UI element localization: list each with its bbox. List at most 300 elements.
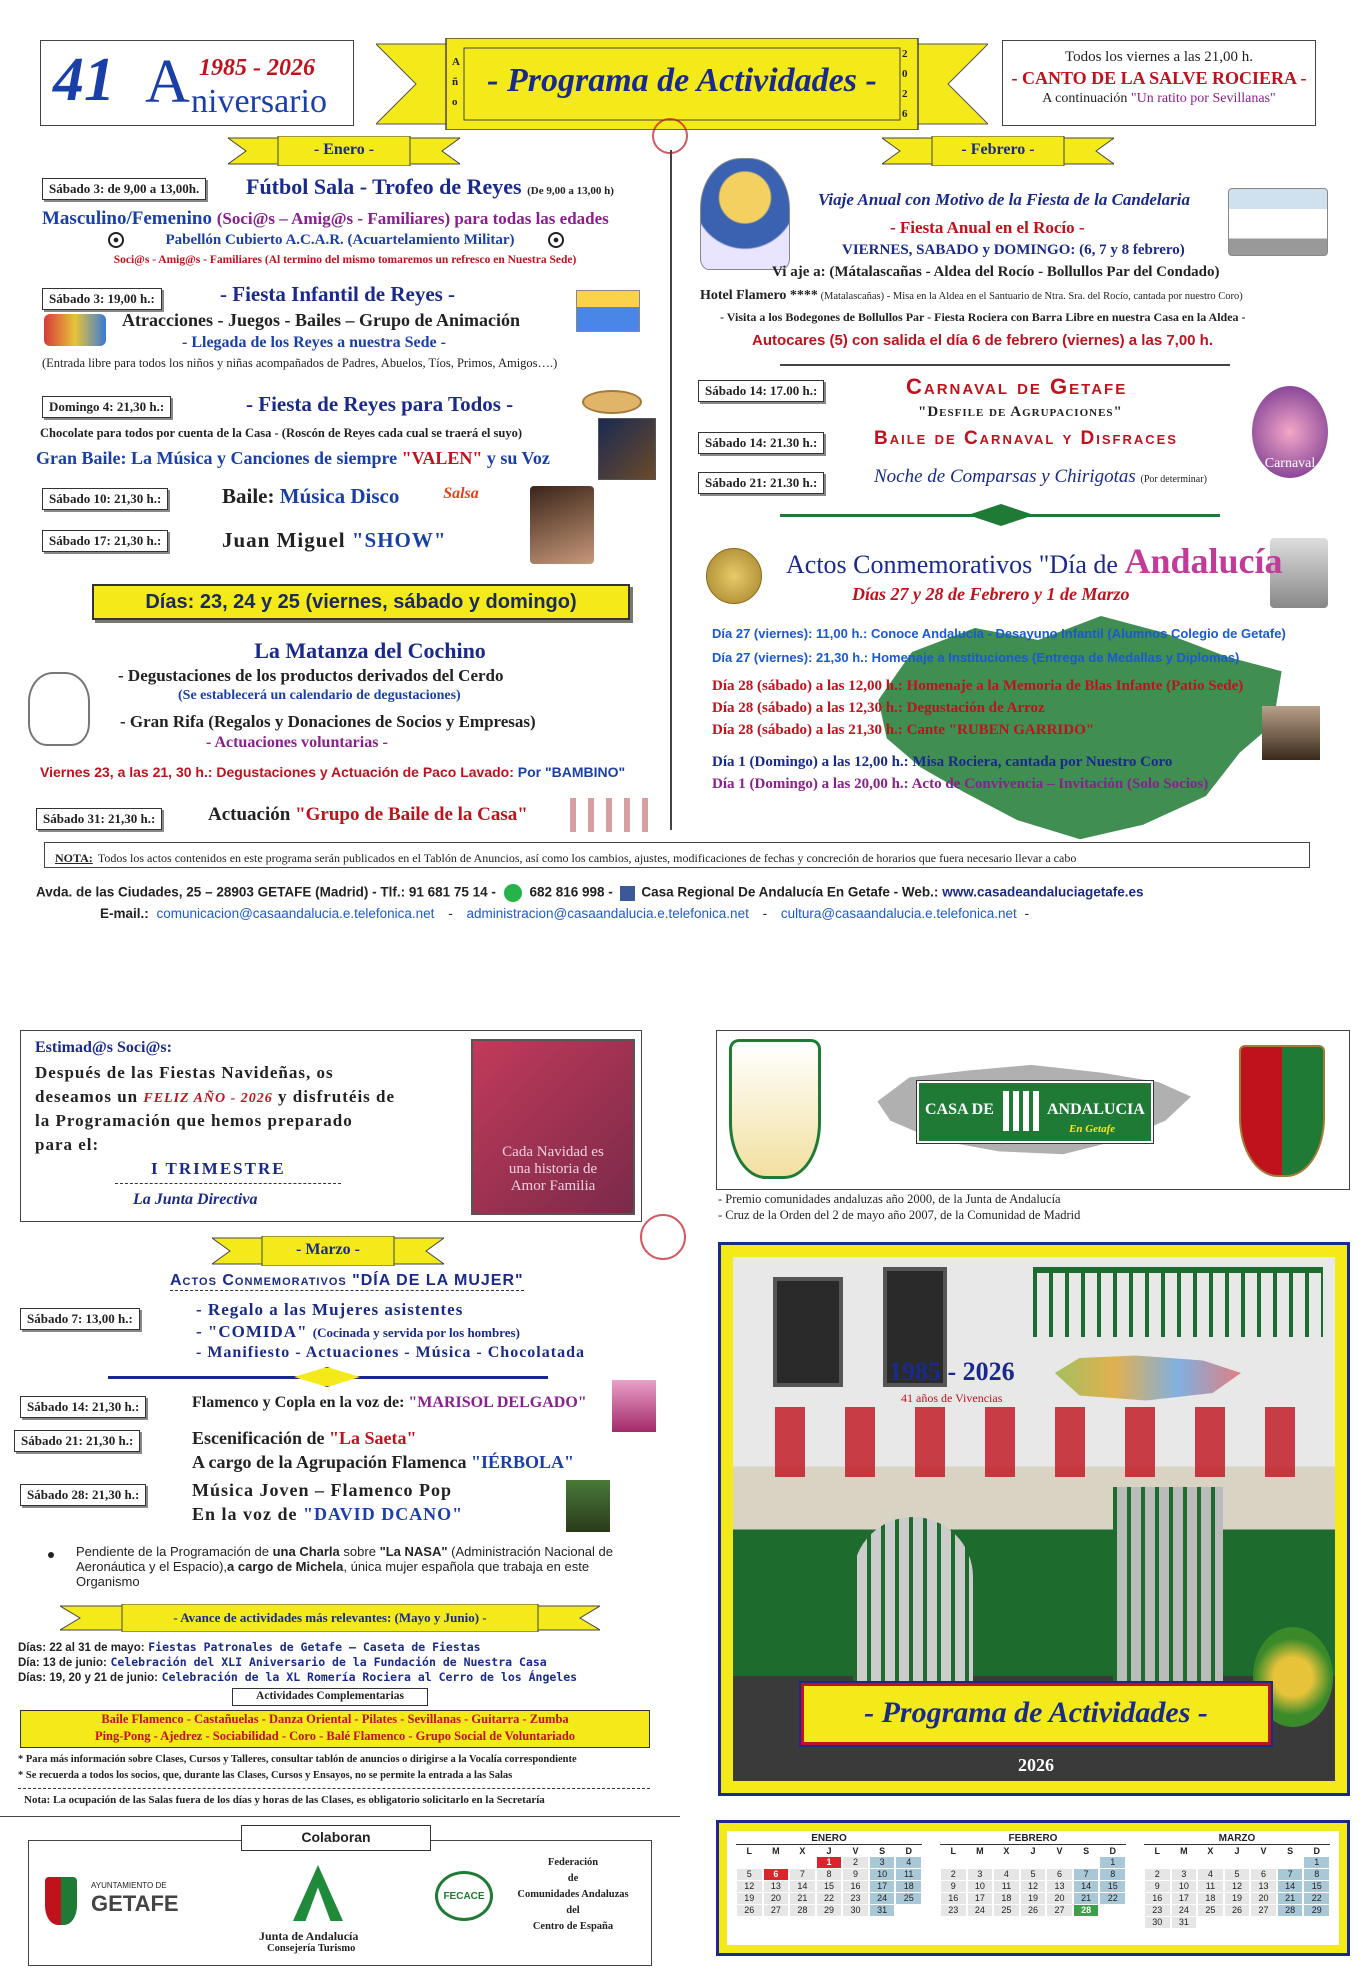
futbol-line2: [42, 208, 609, 230]
fed-l3: Comunidades Andaluzas: [517, 1889, 629, 1900]
actos-a: Actos Conmemorativos "Día de: [786, 550, 1118, 579]
charla-d: "La NASA": [379, 1544, 448, 1559]
infantil-line4: (Entrada libre para todos los niños y niñas acompañados de Padres, Abuelos, Tíos, Primos, Amigos….): [42, 356, 558, 370]
febrero-label: - Febrero -: [961, 141, 1035, 158]
trimestre: I TRIMESTRE: [151, 1159, 286, 1178]
calendar-day: 16: [843, 1881, 868, 1892]
avance-3: [18, 1670, 577, 1684]
calendar-day: 27: [764, 1905, 789, 1916]
calendar-day: 19: [1225, 1893, 1250, 1904]
calendar-empty-cell: [1144, 1857, 1171, 1868]
calendar-day: 25: [896, 1893, 921, 1904]
contact-sep: -: [608, 884, 613, 900]
calendar-day: 2: [1145, 1869, 1170, 1880]
castle-icon: [576, 290, 640, 332]
viaje-line5-a: Hotel Flamero ****: [700, 288, 818, 303]
viaje-line5-b: (Matalascañas) - Misa en la Aldea en el Santuario de Ntra. Sra. del Rocío, cantada por nuestro Coro): [820, 291, 1243, 302]
charla-e: (Administración Nacional de Aeronáutica y el Espacio),: [76, 1544, 613, 1574]
calendar-empty-cell: [1277, 1857, 1304, 1868]
program-title-ribbon: [376, 38, 988, 130]
calendar-day: 11: [896, 1869, 921, 1880]
futbol-line2-b: (Soci@s – Amig@s - Familiares) para todas las edades: [216, 209, 609, 228]
stamp-icon: [652, 118, 688, 154]
carn1-date: Sábado 14: 17.00 h.:: [698, 380, 824, 402]
christmas-card: [471, 1039, 635, 1215]
contact-whatsapp: 682 816 998: [529, 884, 605, 900]
anniversary-box: [40, 40, 354, 126]
avance-1: [18, 1640, 481, 1654]
avance-3-a: Días: 19, 20 y 21 de junio:: [18, 1672, 158, 1684]
infantil-line2: Atracciones - Juegos - Bailes – Grupo de Animación: [122, 310, 520, 330]
junta-andalucia-logo-icon: [293, 1865, 343, 1921]
diamond-divider-center: [968, 504, 1034, 526]
casa-logo-line3: En Getafe: [1069, 1123, 1116, 1135]
email-sep-2: -: [762, 906, 768, 921]
carn3-line: [874, 466, 1207, 488]
matanza-line4: - Gran Rifa (Regalos y Donaciones de Socios y Empresas): [120, 712, 536, 731]
calendar-weekday: D: [1313, 1846, 1320, 1856]
email-sep-3: -: [1024, 906, 1029, 921]
greeting-box: [20, 1030, 642, 1222]
enero-ribbon: [228, 136, 460, 166]
calendar-day: 19: [1021, 1893, 1046, 1904]
calendar-day: 14: [1278, 1881, 1303, 1892]
fed-l1: Federación: [547, 1857, 599, 1868]
pop-line2: [192, 1504, 463, 1525]
email-link-3[interactable]: cultura@casaandalucia.e.telefonica.net: [780, 906, 1017, 921]
photo-years: 1985 - 2026: [889, 1357, 1015, 1386]
marzo-actos-title: Actos Conmemorativos "DÍA DE LA MUJER": [170, 1272, 524, 1289]
roscon-icon: [582, 390, 642, 414]
calendar-day: 14: [790, 1881, 815, 1892]
facebook-icon: [620, 886, 635, 901]
nota2-line: [24, 1794, 545, 1806]
futbol-line2-a: Masculino/Femenino: [42, 208, 212, 229]
info-1: * Para más información sobre Clases, Cursos y Talleres, consultar tablón de anuncios o dirigirse a la Vocalía correspondiente: [18, 1754, 577, 1765]
baile-line: [208, 804, 528, 826]
calendar-day: 13: [1047, 1881, 1072, 1892]
baile-b: "Grupo de Baile de la Casa": [295, 804, 528, 825]
calendar-weekday: X: [1003, 1846, 1010, 1856]
photo-year: 2026: [1018, 1755, 1054, 1775]
carn2-title: Baile de Carnaval y Disfraces: [874, 428, 1178, 449]
calendar-month-name: MARZO: [1144, 1833, 1330, 1845]
calendar-frame: [716, 1820, 1350, 1956]
viaje-title: Viaje Anual con Motivo de la Fiesta de la Candelaria: [818, 190, 1190, 209]
greeting-title: Estimad@s Soci@s:: [35, 1039, 172, 1056]
calendar-weekday: S: [1287, 1846, 1294, 1856]
flam-line: [192, 1394, 587, 1412]
salve-line3: [1003, 91, 1315, 107]
calendar-day: 29: [817, 1905, 842, 1916]
disco-b: Música Disco: [279, 484, 400, 508]
futbol-title-small: (De 9,00 a 13,00 h): [527, 185, 614, 197]
contact-facebook: Casa Regional De Andalucía En Getafe: [641, 884, 890, 900]
viaje-line7: Autocares (5) con salida el día 6 de febrero (viernes) a las 7,00 h.: [752, 332, 1214, 349]
ayto-big: GETAFE: [91, 1891, 179, 1916]
junta-l2: Consejería Turismo: [267, 1943, 356, 1954]
calendar-weekday: L: [1154, 1846, 1161, 1856]
calendar-day: 22: [1100, 1893, 1125, 1904]
salve-line3-prefix: A continuación: [1042, 91, 1128, 106]
matanza-line6-b: Paco Lavado:: [422, 764, 514, 780]
carn3-date: Sábado 21: 21.30 h.:: [698, 472, 824, 494]
nota-box: [44, 842, 1310, 868]
calendar-day: 31: [870, 1905, 895, 1916]
casa-logo-line1: CASA DE: [925, 1101, 994, 1118]
charla-a: Pendiente de la Programación de: [76, 1544, 269, 1559]
calendar-weekday: D: [905, 1846, 912, 1856]
david-dcano-photo: [566, 1480, 610, 1532]
calendar-day: 12: [1225, 1881, 1250, 1892]
actos-dates: Días 27 y 28 de Febrero y 1 de Marzo: [852, 584, 1130, 604]
coin-icon: [706, 548, 762, 604]
calendar-weekday: V: [1056, 1846, 1063, 1856]
contact-email-label: E-mail.:: [100, 906, 149, 921]
actos-b: Andalucía: [1124, 541, 1283, 581]
ribbon-left-vertical: Año: [452, 56, 460, 108]
singer-valen-photo: [598, 418, 656, 480]
complementarias-title: Actividades Complementarias: [232, 1688, 428, 1706]
calendar-day: 20: [1047, 1893, 1072, 1904]
calendar-day: 11: [1198, 1881, 1223, 1892]
calendar-weekday: M: [976, 1846, 984, 1856]
getafe-shield-icon: [1239, 1045, 1325, 1177]
calendar-day: 15: [817, 1881, 842, 1892]
calendar-day: 17: [870, 1881, 895, 1892]
federacion: [503, 1855, 643, 1935]
calendar-day: 2: [941, 1869, 966, 1880]
photo-banner-text: - Programa de Actividades -: [864, 1696, 1208, 1729]
carn1-sub: "Desfile de Agrupaciones": [918, 404, 1123, 420]
calendar-empty-cell: [763, 1857, 790, 1868]
show-b: "SHOW": [351, 528, 447, 552]
complementarias-l2: Ping-Pong - Ajedrez - Sociabilidad - Coro - Balé Flamenco - Grupo Social de Voluntariado: [94, 1729, 576, 1743]
stamp-icon-2: [640, 1214, 686, 1260]
virgin-rocio-icon: [700, 158, 790, 270]
colaboran-title: Colaboran: [241, 1825, 431, 1851]
bus-icon: [1228, 188, 1328, 256]
program-title: - Programa de Actividades -: [487, 62, 877, 99]
infantil-line3: - Llegada de los Reyes a nuestra Sede -: [182, 334, 446, 351]
kings-icon: [44, 314, 106, 346]
calendar-day: 25: [1198, 1905, 1223, 1916]
calendar-day: 30: [843, 1905, 868, 1916]
dia-4: Día 28 (sábado) a las 12,30 h.: Degustación de Arroz: [712, 700, 1045, 716]
calendar-day: 24: [968, 1905, 993, 1916]
calendar-day: 13: [764, 1881, 789, 1892]
calendar-month-name: FEBRERO: [940, 1833, 1126, 1845]
saeta-l2-b: "IÉRBOLA": [470, 1452, 574, 1472]
salve-line2: - CANTO DE LA SALVE ROCIERA -: [1011, 68, 1307, 88]
calendar-weekday: M: [1180, 1846, 1188, 1856]
mujer-l3: - Manifiesto - Actuaciones - Música - Chocolatada: [196, 1344, 585, 1361]
dia-2: Día 27 (viernes): 21,30 h.: Homenaje a Instituciones (Entrega de Medallas y Diplomas): [712, 650, 1240, 665]
viaje-line3: VIERNES, SABADO y DOMINGO: (6, 7 y 8 febrero): [842, 242, 1185, 258]
info-2: * Se recuerda a todos los socios, que, durante las Clases, Cursos y Ensayos, no se permite la entrada a las Salas: [18, 1770, 513, 1781]
photo-banner: [801, 1683, 1271, 1745]
matanza-line6-c: Por: [517, 764, 542, 780]
map-relief: [1051, 1353, 1241, 1403]
carn3-title: Noche de Comparsas y Chirigotas: [874, 466, 1136, 487]
nota-text: Todos los actos contenidos en este programa serán publicados en el Tablón de Anuncios, así como los cambios, ajustes, modificaciones de fechas y concreción de horarios que fuera necesario llevar a cabo: [97, 851, 1077, 865]
futbol-title: [246, 174, 614, 200]
calendar-day: 5: [1021, 1869, 1046, 1880]
greeting-l3: la Programación que hemos preparado: [35, 1111, 353, 1130]
futbol-line3: Pabellón Cubierto A.C.A.R. (Acuartelamiento Militar): [165, 232, 515, 248]
carn3-small: (Por determinar): [1140, 474, 1207, 485]
calendar-day: 23: [1145, 1905, 1170, 1916]
carn1-title: Carnaval de Getafe: [906, 374, 1128, 399]
christmas-card-text: Cada Navidad es una historia de Amor Familia: [502, 1144, 604, 1194]
calendar-day: 5: [1225, 1869, 1250, 1880]
saeta-b: "La Saeta": [329, 1428, 417, 1448]
ruben-garrido-photo: [1262, 706, 1320, 760]
reyes-date: Domingo 4: 21,30 h.:: [42, 396, 171, 418]
febrero-divider: [780, 364, 1230, 366]
calendar-day: 22: [817, 1893, 842, 1904]
contact-line1: [36, 884, 1144, 902]
calendar-day: 5: [737, 1869, 762, 1880]
calendar-weekday: V: [1260, 1846, 1267, 1856]
futbol-title-main: Fútbol Sala - Trofeo de Reyes: [246, 174, 522, 199]
gate-right: [1113, 1487, 1223, 1687]
logos-box: [716, 1030, 1350, 1190]
premio-1: - Premio comunidades andaluzas año 2000, de la Junta de Andalucía: [718, 1192, 1061, 1206]
avance-1-a: Días: 22 al 31 de mayo:: [18, 1642, 145, 1654]
mujer-l2-a: - "COMIDA": [196, 1322, 308, 1341]
reyes-line3: [36, 448, 550, 469]
saeta-l2-a: A cargo de la Agrupación Flamenca: [192, 1452, 467, 1472]
calendar-empty-cell: [1073, 1857, 1100, 1868]
calendar-grid: [736, 1846, 922, 1916]
calendar-day: 18: [994, 1893, 1019, 1904]
pop-l2-a: En la voz de: [192, 1504, 298, 1524]
avance-label: - Avance de actividades más relevantes: (Mayo y Junio) -: [173, 1610, 487, 1625]
colaboran-box: [28, 1829, 652, 1966]
dias-banner-text: Días: 23, 24 y 25 (viernes, sábado y domingo): [145, 591, 577, 613]
calendar-month-name: ENERO: [736, 1833, 922, 1845]
calendar-weekday: L: [950, 1846, 957, 1856]
calendar-weekday: J: [826, 1846, 832, 1856]
greeting-l4: para el:: [35, 1135, 100, 1154]
calendar-day: 4: [1198, 1869, 1223, 1880]
matanza-title: La Matanza del Cochino: [254, 638, 486, 663]
calendar-empty-cell: [993, 1857, 1020, 1868]
calendar-day: 21: [790, 1893, 815, 1904]
calendar-weekday: M: [772, 1846, 780, 1856]
calendar-weekday: S: [1083, 1846, 1090, 1856]
marzo-label: - Marzo -: [296, 1241, 360, 1258]
anniversary-initial: A: [145, 48, 190, 116]
carnaval-icon: [1252, 386, 1328, 478]
email-sep-1: -: [448, 906, 453, 921]
calendar-day: 9: [1145, 1881, 1170, 1892]
calendar-day: 21: [1074, 1893, 1099, 1904]
calendar-empty-cell: [1197, 1857, 1224, 1868]
calendar-inner: [727, 1831, 1339, 1945]
anniversary-years: 1985 - 2026: [199, 55, 315, 81]
calendar-day: 14: [1074, 1881, 1099, 1892]
calendar-day: 31: [1172, 1917, 1197, 1928]
calendar-day: 7: [790, 1869, 815, 1880]
calendar-day: 4: [896, 1857, 921, 1868]
marzo-divider-center: [294, 1367, 360, 1387]
anniversary-word: niversario: [191, 83, 327, 120]
calendar-day: 3: [968, 1869, 993, 1880]
calendar-day: 24: [870, 1893, 895, 1904]
saeta-date: Sábado 21: 21,30 h.:: [14, 1430, 140, 1452]
fed-l4: del: [566, 1905, 580, 1916]
avance-1-b: Fiestas Patronales de Getafe – Caseta de Fiestas: [148, 1640, 481, 1654]
calendar-day: 3: [1172, 1869, 1197, 1880]
charla-g: , única mujer española que trabaja en este Organismo: [76, 1559, 590, 1589]
marisol-photo: [612, 1380, 656, 1432]
futbol-line4: Soci@s - Amig@s - Familiares (Al termino del mismo tomaremos un refresco en Nuestra Sede): [113, 254, 577, 266]
calendar-day: 6: [1251, 1869, 1276, 1880]
show-a: Juan Miguel: [222, 528, 346, 552]
getafe-ayto-shield-icon: [45, 1877, 77, 1925]
calendar-month-enero: [736, 1831, 922, 1945]
calendar-weekday: J: [1030, 1846, 1036, 1856]
reyes-line2: Chocolate para todos por cuenta de la Casa - (Roscón de Reyes cada cual se traerá el suyo): [40, 426, 523, 440]
calendar-empty-cell: [1171, 1857, 1198, 1868]
calendar-day: 15: [1100, 1881, 1125, 1892]
calendar-day: 8: [817, 1869, 842, 1880]
email-link-2[interactable]: administracion@casaandalucia.e.telefonica.net: [466, 906, 749, 921]
calendar-day: 10: [1172, 1881, 1197, 1892]
calendar-day: 27: [1251, 1905, 1276, 1916]
baile-date: Sábado 31: 21,30 h.:: [36, 808, 162, 830]
premio-2: - Cruz de la Orden del 2 de mayo año 2007, de la Comunidad de Madrid: [718, 1208, 1081, 1222]
calendar-empty-cell: [1250, 1857, 1277, 1868]
calendar-day: 18: [896, 1881, 921, 1892]
calendar-month-marzo: [1144, 1831, 1330, 1945]
charla-f: a cargo de Michela: [227, 1559, 344, 1574]
calendar-day: 13: [1251, 1881, 1276, 1892]
email-link-1[interactable]: comunicacion@casaandalucia.e.telefonica.net: [156, 906, 435, 921]
salve-box: [1002, 40, 1316, 126]
complementarias-box: [20, 1710, 650, 1748]
viaje-line2: - Fiesta Anual en el Rocío -: [890, 218, 1085, 237]
matanza-line2: - Degustaciones de los productos derivados del Cerdo: [118, 666, 504, 685]
nota2-text: La ocupación de las Salas fuera de los días y horas de las Clases, es obligatorio solicitarlo en la Secretaría: [53, 1794, 545, 1806]
calendar-weekday: D: [1109, 1846, 1116, 1856]
calendar-day: 21: [1278, 1893, 1303, 1904]
shields-row: [753, 1407, 1313, 1477]
greeting-l1: Después de las Fiestas Navideñas, os: [35, 1063, 334, 1082]
casa-logo-line2: ANDALUCIA: [1047, 1101, 1145, 1118]
calendar-day: 18: [1198, 1893, 1223, 1904]
calendar-grid: [940, 1846, 1126, 1916]
saeta-a: Escenificación de: [192, 1428, 325, 1448]
whatsapp-icon: [504, 884, 522, 902]
matanza-line6-a: Viernes 23, a las 21, 30 h.: Degustaciones y Actuación de: [40, 764, 419, 780]
junta-directiva: La Junta Directiva: [133, 1191, 258, 1208]
calendar-day: 7: [1074, 1869, 1099, 1880]
matanza-line6-d: "BAMBINO": [545, 764, 626, 780]
avance-3-b: Celebración de la XL Romería Rociera al Cerro de los Ángeles: [161, 1670, 578, 1684]
reyes-line3-c: y su Voz: [486, 448, 550, 468]
baile-a: Actuación: [208, 804, 291, 825]
fecace-logo: [435, 1871, 493, 1921]
calendar-day: 2: [843, 1857, 868, 1868]
calendar-day: 30: [1145, 1917, 1170, 1928]
avance-ribbon: [60, 1604, 600, 1632]
pop-l2-b: "DAVID DCANO": [303, 1504, 464, 1524]
calendar-day: 9: [941, 1881, 966, 1892]
disco-a: Baile:: [222, 484, 275, 508]
calendar-empty-cell: [1224, 1857, 1251, 1868]
charla-bullet-icon: [48, 1552, 54, 1558]
gate-left: [853, 1517, 973, 1687]
fed-l2: de: [567, 1873, 579, 1884]
andalucia-shield-icon: [729, 1039, 821, 1179]
calendar-day: 16: [1145, 1893, 1170, 1904]
greeting-l2-b: FELIZ AÑO - 2026: [143, 1091, 273, 1106]
dias-banner: [92, 584, 630, 620]
junta-l1: Junta de Andalucía: [259, 1929, 359, 1943]
calendar-day: 24: [1172, 1905, 1197, 1916]
futbol-date: Sábado 3: de 9,00 a 13,00h.: [42, 178, 206, 200]
greeting-l2: [35, 1087, 395, 1107]
calendar-weekday: V: [852, 1846, 859, 1856]
dia-5: Día 28 (sábado) a las 21,30 h.: Cante "RUBEN GARRIDO": [712, 722, 1095, 738]
info-divider: [18, 1788, 650, 1789]
calendar-day: 3: [870, 1857, 895, 1868]
contact-web-label: - Web.:: [893, 884, 939, 900]
calendar-day: 12: [737, 1881, 762, 1892]
nota-label: NOTA:: [55, 851, 93, 865]
salsa-icon: Salsa: [443, 485, 479, 502]
calendar-day: 4: [994, 1869, 1019, 1880]
calendar-day: 17: [1172, 1893, 1197, 1904]
dia-3: Día 28 (sábado) a las 12,00 h.: Homenaje a la Memoria de Blas Infante (Patio Sede): [712, 678, 1244, 694]
calendar-day: 9: [843, 1869, 868, 1880]
reyes-line3-b: "VALEN": [401, 448, 483, 468]
complementarias-l1: Baile Flamenco - Castañuelas - Danza Oriental - Pilates - Sevillanas - Guitarra - Zumba: [101, 1712, 569, 1726]
actos-title: [786, 540, 1283, 582]
saeta-line1: [192, 1428, 417, 1449]
calendar-day: 25: [994, 1905, 1019, 1916]
flam-date: Sábado 14: 21,30 h.:: [20, 1396, 146, 1418]
flam-b: "MARISOL DELGADO": [408, 1394, 587, 1411]
column-divider: [670, 150, 672, 830]
ribbon-right-vertical: 2026: [902, 48, 908, 120]
calendar-day: 1: [817, 1857, 842, 1868]
calendar-day: 11: [994, 1881, 1019, 1892]
calendar-day: 26: [737, 1905, 762, 1916]
dancers-icon: [570, 798, 652, 832]
saeta-line2: [192, 1452, 574, 1473]
ayto-small: AYUNTAMIENTO DE: [91, 1881, 167, 1890]
calendar-day: 8: [1100, 1869, 1125, 1880]
fecace-text: FECACE: [443, 1890, 485, 1902]
calendar-empty-cell: [940, 1857, 967, 1868]
calendar-day: 23: [941, 1905, 966, 1916]
calendar-weekday: S: [879, 1846, 886, 1856]
contact-web-link[interactable]: www.casadeandaluciagetafe.es: [942, 884, 1144, 900]
calendar-day: 17: [968, 1893, 993, 1904]
matanza-line5: - Actuaciones voluntarias -: [206, 734, 388, 751]
carnaval-icon-text: Carnaval: [1264, 456, 1316, 471]
disco-line: [222, 484, 399, 509]
building-photo-frame: [718, 1242, 1350, 1796]
contact-address: Avda. de las Ciudades, 25 – 28903 GETAFE (Madrid) - Tlf.: 91 681 75 14 -: [36, 884, 496, 900]
calendar-day: 28: [1278, 1905, 1303, 1916]
infantil-date: Sábado 3: 19,00 h.:: [42, 288, 162, 310]
colaboran-divider: [0, 1816, 680, 1817]
